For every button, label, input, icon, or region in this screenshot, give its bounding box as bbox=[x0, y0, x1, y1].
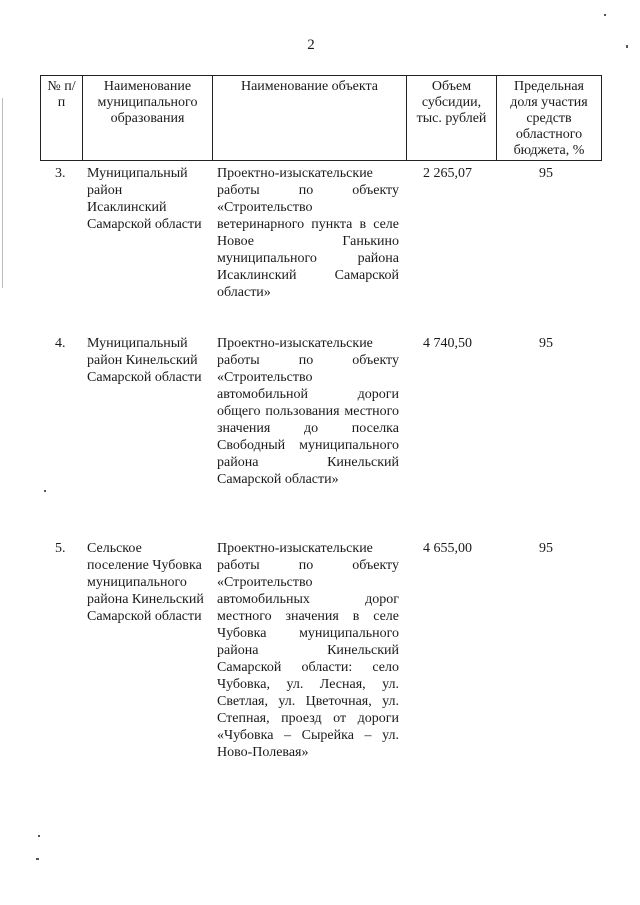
row-object: Проектно-изыскательские работы по объекту «Строительство ветеринарного пункта в селе Новое Ганькино муниципального района Исаклинский Самарской области» bbox=[217, 166, 399, 300]
scan-speck bbox=[36, 858, 39, 860]
row-amount: 4 655,00 bbox=[423, 541, 472, 556]
header-share: Предельная доля участия средств областного бюджета, % bbox=[496, 75, 602, 161]
scan-speck bbox=[604, 14, 606, 16]
row-number: 4. bbox=[55, 336, 66, 351]
page-number: 2 bbox=[307, 37, 315, 53]
header-num: № п/п bbox=[40, 75, 82, 161]
row-share: 95 bbox=[539, 336, 553, 351]
header-amount: Объем субсидии, тыс. рублей bbox=[406, 75, 496, 161]
row-municipality: Муниципальный район Исаклинский Самарской области bbox=[87, 166, 202, 232]
scan-speck bbox=[44, 490, 46, 492]
header-divider bbox=[40, 160, 602, 161]
header-municipality: Наименование муниципального образования bbox=[82, 75, 212, 161]
row-share: 95 bbox=[539, 166, 553, 181]
row-municipality: Муниципальный район Кинельский Самарской области bbox=[87, 336, 202, 385]
row-municipality: Сельское поселение Чубовка муниципального района Кинельский Самарской области bbox=[87, 541, 204, 624]
scan-speck bbox=[626, 45, 628, 48]
scan-speck bbox=[38, 835, 40, 837]
row-number: 5. bbox=[55, 541, 66, 556]
scan-speck bbox=[2, 98, 3, 288]
row-object: Проектно-изыскательские работы по объекту «Строительство автомобильных дорог местного значения в селе Чубовка муниципального района Кинельский Самарской области: село Чубовка, ул. Лесная, ул. Светлая, ул. Цветочная, ул. Степная, проезд от дороги «Чубовка – Сырейка – ул. Ново-Полевая» bbox=[217, 541, 399, 760]
row-amount: 4 740,50 bbox=[423, 336, 472, 351]
row-share: 95 bbox=[539, 541, 553, 556]
row-number: 3. bbox=[55, 166, 66, 181]
header-object: Наименование объекта bbox=[212, 75, 406, 161]
row-amount: 2 265,07 bbox=[423, 166, 472, 181]
row-object: Проектно-изыскательские работы по объекту «Строительство автомобильной дороги общего пользования местного значения до поселка Свободный муниципального района Кинельский Самарской области» bbox=[217, 336, 399, 487]
